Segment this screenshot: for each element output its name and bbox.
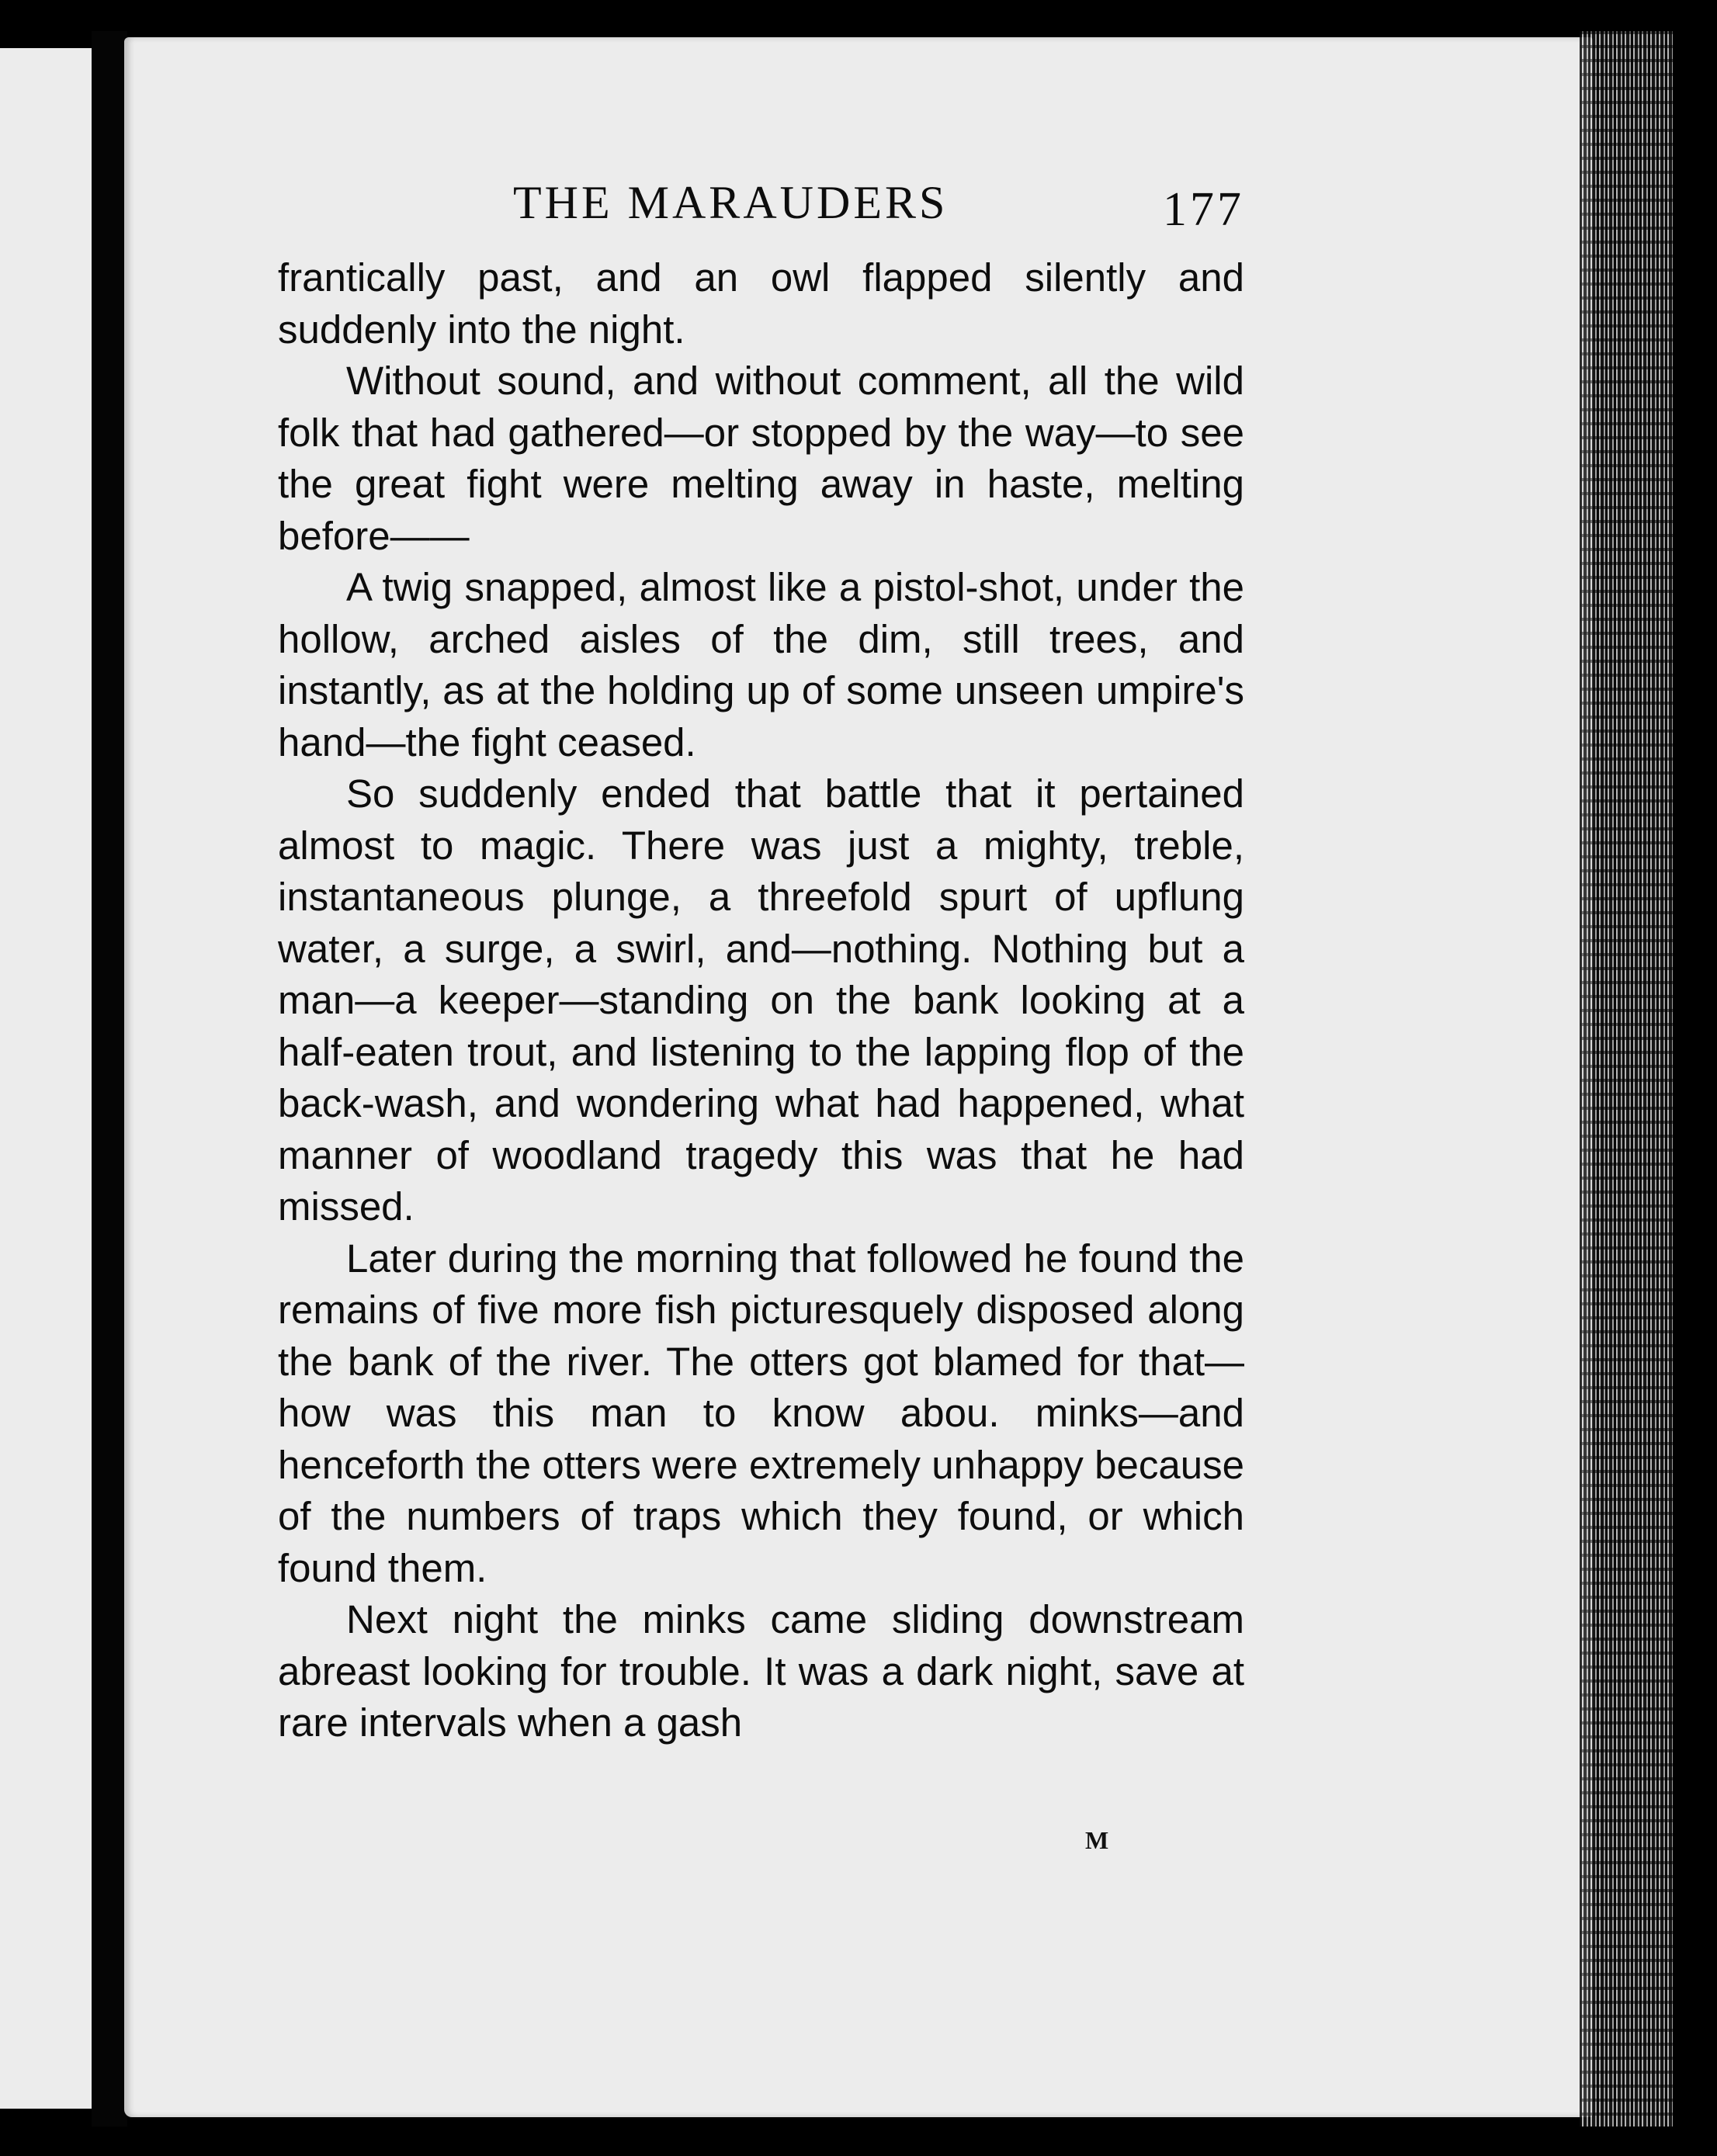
running-head [278,175,1244,252]
page-number: 177 [1163,183,1244,236]
book-gutter [92,31,127,2127]
signature-mark: M [1085,1826,1109,1854]
body-text [278,252,1244,1749]
facing-page-edge [0,48,92,2109]
paragraph: So suddenly ended that battle that it pertained almost to magic. There was just a mighty, treble, instantaneous plunge, a threefold spurt of upflung water, a surge, a swirl, and—nothing. Nothing but a man—a keeper—standing on the bank looking at a half-eaten trout, and listening to the lapping flop of the back-wash, and wondering what had happened, what manner of woodland tragedy this was that he had missed. [278,771,1244,1229]
paragraph: A twig snapped, almost like a pistol-shot, under the hollow, arched aisles of the dim, still trees, and instantly, as at the holding up of some unseen umpire's hand—the fight ceased. [278,565,1244,764]
running-title: THE MARAUDERS [513,177,949,228]
page-text-block [278,175,1244,1749]
paragraph: Without sound, and without comment, all the wild folk that had gathered—or stopped by the way—to see the great fight were melting away in haste, melting before—— [278,359,1244,558]
paragraph: Later during the morning that followed he found the remains of five more fish picturesquely disposed along the bank of the river. The otters got blamed for that—how was this man to know abou. minks—and henceforth the otters were extremely unhappy because of the numbers of traps which they found, or which found them. [278,1236,1244,1590]
paragraph: frantically past, and an owl flapped silently and suddenly into the night. [278,255,1244,352]
page-fore-edge [1580,31,1673,2127]
paragraph: Next night the minks came sliding downstream abreast looking for trouble. It was a dark night, save at rare intervals when a gash [278,1597,1244,1745]
